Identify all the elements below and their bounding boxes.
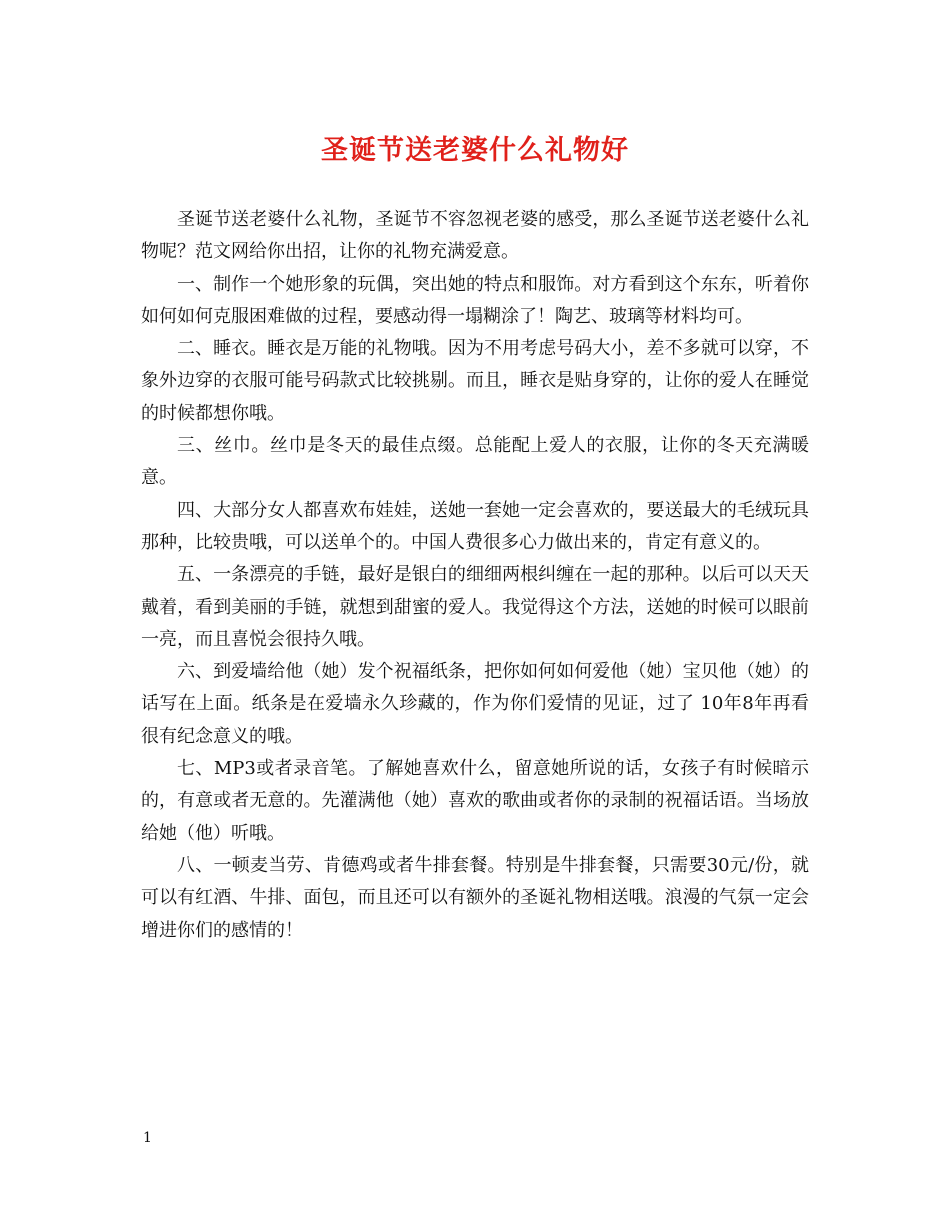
document-body [141, 204, 809, 947]
paragraph-7: 七、MP3或者录音笔。了解她喜欢什么，留意她所说的话，女孩子有时候暗示的，有意或者无意的。先灌满他（她）喜欢的歌曲或者你的录制的祝福话语。当场放给她（他）听哦。 [141, 758, 809, 844]
paragraph-1: 一、制作一个她形象的玩偶，突出她的特点和服饰。对方看到这个东东，听着你如何如何克服困难做的过程，要感动得一塌糊涂了！陶艺、玻璃等材料均可。 [141, 273, 809, 327]
paragraph-8: 八、一顿麦当劳、肯德鸡或者牛排套餐。特别是牛排套餐，只需要30元/份，就可以有红酒、牛排、面包，而且还可以有额外的圣诞礼物相送哦。浪漫的气氛一定会增进你们的感情的！ [141, 854, 809, 941]
paragraph-6: 六、到爱墙给他（她）发个祝福纸条，把你如何如何爱他（她）宝贝他（她）的话写在上面。纸条是在爱墙永久珍藏的，作为你们爱情的见证，过了 10年8年再看很有纪念意义的哦。 [141, 661, 809, 747]
paragraph-3: 三、丝巾。丝巾是冬天的最佳点缀。总能配上爱人的衣服，让你的冬天充满暖意。 [141, 435, 809, 489]
page-number: 1 [143, 1130, 152, 1146]
paragraph-4: 四、大部分女人都喜欢布娃娃，送她一套她一定会喜欢的，要送最大的毛绒玩具那种，比较贵哦，可以送单个的。中国人费很多心力做出来的，肯定有意义的。 [141, 499, 809, 553]
document-title: 圣诞节送老婆什么礼物好 [321, 135, 629, 166]
paragraph-5: 五、一条漂亮的手链，最好是银白的细细两根纠缠在一起的那种。以后可以天天戴着，看到美丽的手链，就想到甜蜜的爱人。我觉得这个方法，送她的时候可以眼前一亮，而且喜悦会很持久哦。 [141, 564, 809, 650]
paragraph-2: 二、睡衣。睡衣是万能的礼物哦。因为不用考虑号码大小，差不多就可以穿，不象外边穿的衣服可能号码款式比较挑剔。而且，睡衣是贴身穿的，让你的爱人在睡觉的时候都想你哦。 [141, 338, 809, 424]
paragraph-intro: 圣诞节送老婆什么礼物，圣诞节不容忽视老婆的感受，那么圣诞节送老婆什么礼物呢？范文网给你出招，让你的礼物充满爱意。 [141, 209, 809, 263]
